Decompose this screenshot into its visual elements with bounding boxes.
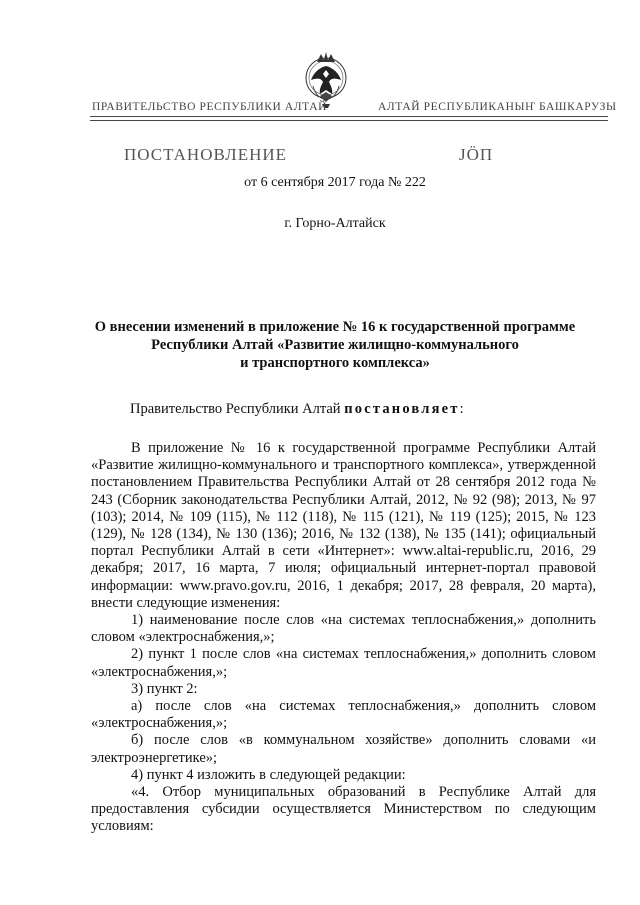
document-body (91, 440, 596, 836)
body-item-1: 1) наименование после слов «на системах теплоснабжения,» дополнить словом «электроснабжения,»; (91, 612, 596, 646)
body-item-4: 4) пункт 4 изложить в следующей редакции: (131, 766, 406, 783)
body-item-2: 2) пункт 1 после слов «на системах теплоснабжения,» дополнить словом «электроснабжения,»; (91, 646, 596, 680)
org-name-russian: ПРАВИТЕЛЬСТВО РЕСПУБЛИКИ АЛТАЙ (92, 101, 328, 113)
title-line-3: и транспортного комплекса» (240, 355, 430, 371)
doc-type-russian: ПОСТАНОВЛЕНИЕ (124, 145, 288, 164)
body-item-4-text: «4. Отбор муниципальных образований в Республике Алтай для предоставления субсидии осуществляется Министерством по следующим условиям: (91, 784, 596, 835)
title-line-2: Республики Алтай «Развитие жилищно-коммунального (151, 337, 519, 353)
document-title (80, 318, 590, 372)
org-name-altai: АЛТАЙ РЕСПУБЛИКАНЫҤ БАШКАРУЗЫ (378, 101, 617, 113)
decree-prefix: Правительство Республики Алтай (130, 401, 345, 417)
date-line-container (0, 175, 640, 191)
header-rule-thin (90, 120, 608, 121)
doc-type-altai: ЈӦП (459, 145, 494, 164)
decree-suffix: : (459, 401, 464, 417)
body-item-3: 3) пункт 2: (131, 680, 198, 697)
decree-verb: постановляет (344, 401, 460, 417)
body-item-3a: а) после слов «на системах теплоснабжения,» дополнить словом «электроснабжения,»; (91, 698, 596, 732)
city-name: г. Горно-Алтайск (284, 216, 386, 231)
decree-statement (130, 401, 464, 418)
document-date-number: от 6 сентября 2017 года № 222 (244, 175, 426, 190)
title-line-1: О внесении изменений в приложение № 16 к государственной программе (94, 319, 576, 335)
body-item-3b: б) после слов «в коммунальном хозяйстве» дополнить словами «и электроэнергетике»; (91, 732, 596, 766)
body-paragraph-intro: В приложение № 16 к государственной программе Республики Алтай «Развитие жилищно-коммунального и транспортного комплекса», утвержденной постановлением Правительства Республики Алтай от 28 сентября 2012 года № 243 (Сборник законодательства Республики Алтай, 2012, № 92 (98); 2013, № 97 (103); 2014, № 109 (115), № 112 (118), № 115 (121), № 119 (125); 2015, № 123 (129), № 128 (134), № 130 (136); 2016, № 132 (138), № 135 (141); официальный портал Республики Алтай в сети «Интернет»: www.altai-republic.ru, 2016, 29 декабря; 2017, 16 марта, 7 июля; официальный интернет-портал правовой информации: www.pravo.gov.ru, 2016, 1 декабря; 2017, 28 февраля, 20 марта), внести следующие изменения: (91, 440, 596, 611)
city-line-container (0, 216, 640, 232)
header-rule (90, 116, 608, 117)
